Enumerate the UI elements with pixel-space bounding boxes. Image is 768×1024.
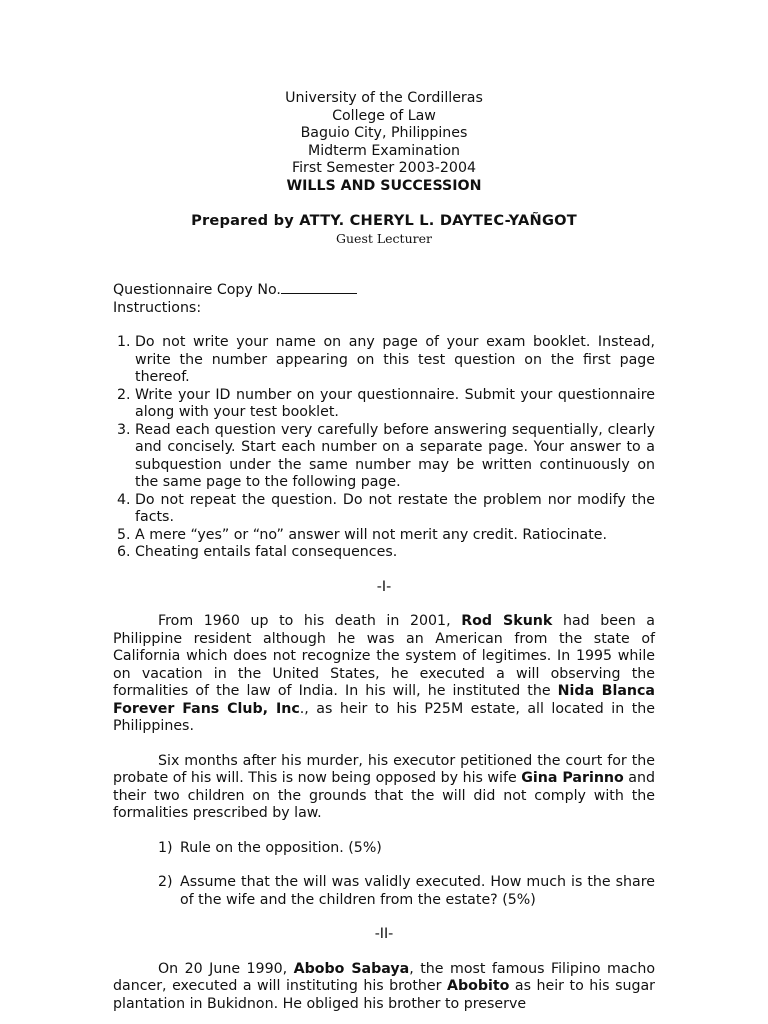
instructions-list: [113, 334, 655, 562]
text-run: as heir to his sugar plantation in Bukidnon. He obliged his brother to preserve: [113, 978, 655, 1012]
prepared-by: Prepared by ATTY. CHERYL L. DAYTEC-YAÑGOT: [191, 212, 577, 229]
location: Baguio City, Philippines: [300, 125, 468, 141]
text-run: On 20 June 1990,: [158, 960, 294, 977]
instruction-item: 3. Read each question very carefully before answering sequentially, clearly and concisely. Start each number on a separate page. Your answer to a subquestion under the same number may be written continuously on the same page to the following page.: [135, 422, 655, 492]
problem-2-paragraph-1: [113, 961, 655, 1014]
section-heading-2: -II-: [374, 926, 394, 942]
college-name: College of Law: [332, 107, 436, 124]
instructions-label: Instructions:: [113, 299, 202, 316]
instruction-item: 5. A mere “yes” or “no” answer will not merit any credit. Ratiocinate.: [135, 527, 655, 545]
heir-name: Nida Blanca Forever Fans Club, Inc: [113, 683, 655, 717]
text-run: and their two children on the grounds that the will did not comply with the formalities prescribed by law.: [113, 770, 655, 821]
brother-name: Abobito: [446, 978, 510, 994]
text-run: , the most famous Filipino macho dancer, executed a will instituting his brother: [113, 960, 656, 994]
text-run: Six months after his murder, his executor petitioned the court for the probate of his will. This is now being opposed by his wife: [113, 752, 655, 786]
copy-label: Questionnaire Copy No.: [113, 282, 281, 298]
question-number: 2): [158, 874, 173, 890]
exam-page: [113, 90, 655, 1013]
question-1: [113, 840, 655, 858]
copy-number-line: [113, 281, 655, 300]
text-run: From 1960 up to his death in 2001,: [158, 613, 462, 629]
text-run: had been a Philippine resident although he was an American from the state of California which does not recognize the system of legitimes. In 1995 while on vacation in the United States, he executed a will observing the formalities of the law of India. In his will, he instituted the: [113, 613, 655, 699]
person-name: Abobo Sabaya: [293, 960, 410, 977]
text-run: ., as heir to his P25M estate, all located in the Philippines.: [113, 700, 655, 734]
question-text: Assume that the will was validly executed. How much is the share of the wife and the children from the estate? (5%): [180, 874, 655, 908]
exam-title: WILLS AND SUCCESSION: [286, 177, 482, 194]
instruction-item: 6. Cheating entails fatal consequences.: [135, 544, 655, 562]
semester: First Semester 2003-2004: [291, 160, 476, 176]
instruction-item: 2. Write your ID number on your questionnaire. Submit your questionnaire along with your test booklet.: [135, 387, 655, 422]
person-name: Rod Skunk: [461, 613, 553, 629]
instruction-item: 1. Do not write your name on any page of your exam booklet. Instead, write the number appearing on this test question on the first page thereof.: [135, 334, 655, 387]
copy-section: [113, 281, 655, 317]
question-text: Rule on the opposition. (5%): [180, 839, 382, 856]
problem-1-paragraph-1: [113, 613, 655, 736]
section-heading-1: -I-: [376, 578, 392, 595]
wife-name: Gina Parinno: [521, 770, 624, 786]
guest-lecturer: Guest Lecturer: [336, 230, 432, 246]
problem-1-paragraph-2: [113, 753, 655, 823]
exam-header: [113, 90, 655, 247]
exam-type: Midterm Examination: [307, 142, 461, 159]
question-2: [113, 874, 655, 909]
question-number: 1): [158, 839, 173, 856]
instruction-item: 4. Do not repeat the question. Do not restate the problem nor modify the facts.: [135, 492, 655, 527]
university-name: University of the Cordilleras: [285, 90, 483, 106]
copy-number-blank: [281, 281, 357, 294]
